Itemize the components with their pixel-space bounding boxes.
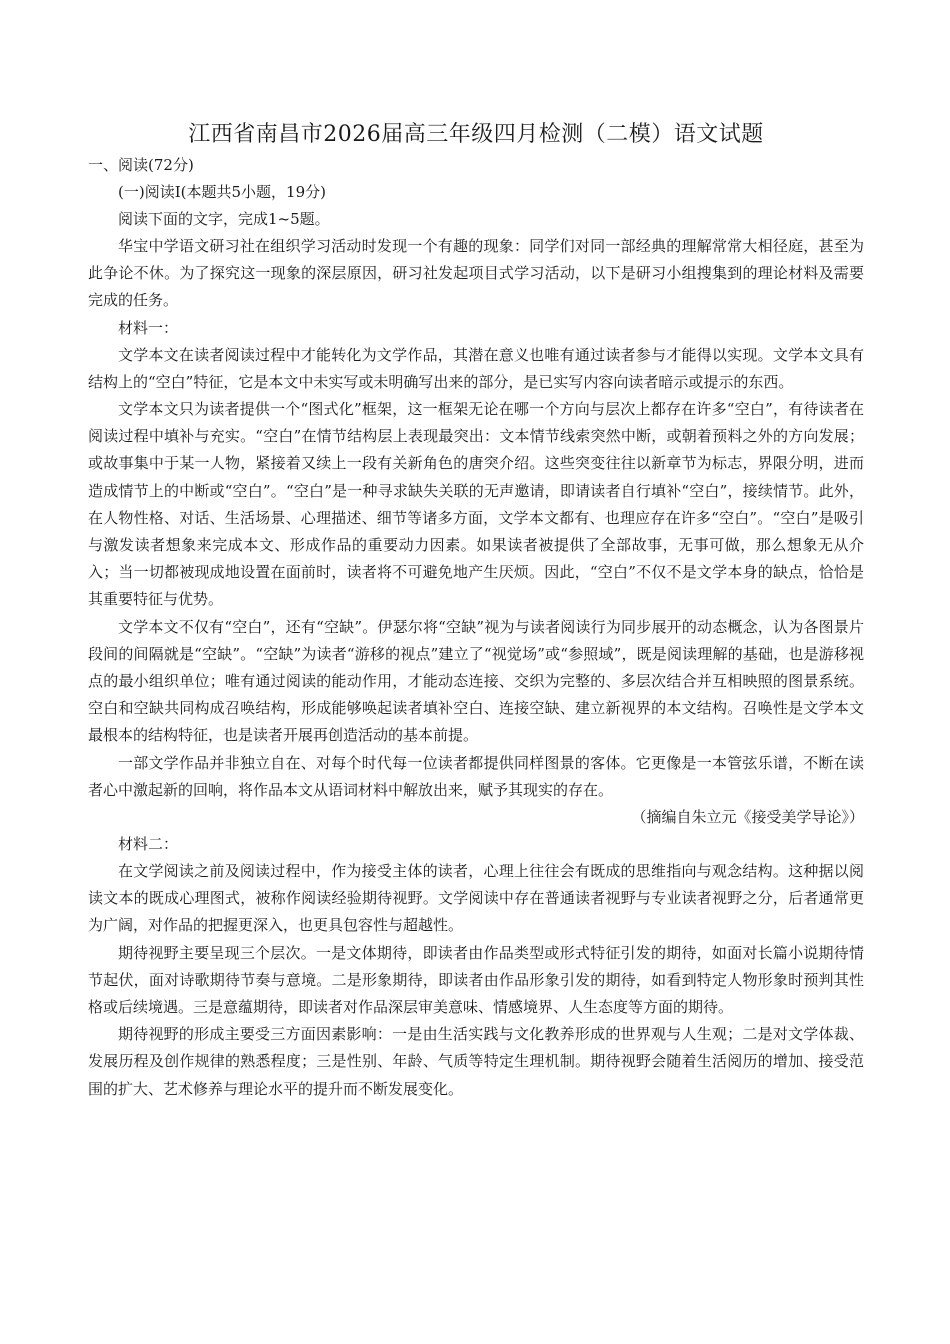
material2-paragraph: 期待视野主要呈现三个层次。一是文体期待，即读者由作品类型或形式特征引发的期待，如面对长篇小说期待情节起伏，面对诗歌期待节奏与意境。二是形象期待，即读者由作品形象引发的期待，如看到特定人物形象时预判其性格或后续境遇。三是意蕴期待，即读者对作品深层审美意味、情感境界、人生态度等方面的期待。 <box>88 943 864 1017</box>
material2-paragraph: 期待视野的形成主要受三方面因素影响：一是由生活实践与文化教养形成的世界观与人生观；二是对文学体裁、发展历程及创作规律的熟悉程度；三是性别、年龄、气质等特定生理机制。期待视野会随着生活阅历的增加、接受范围的扩大、艺术修养与理论水平的提升而不断发展变化。 <box>88 1025 864 1098</box>
instruction: 阅读下面的文字，完成1~5题。 <box>118 210 330 228</box>
material1-paragraph: 文学本文不仅有“空白”，还有“空缺”。伊瑟尔将“空缺”视为与读者阅读行为同步展开的动态概念，认为各图景片段间的间隔就是“空缺”。“空缺”为读者“游移的视点”建立了“视觉场”或“参照域”，既是阅读理解的基础，也是游移视点的最小组织单位；唯有通过阅读的能动作用，才能动态连接、交织为完整的、多层次结合并互相映照的图景系统。空白和空缺共同构成召唤结构，形成能够唤起读者填补空白、连接空缺、建立新视界的本文结构。召唤性是文学本文最根本的结构特征，也是读者开展再创造活动的基本前提。 <box>88 617 865 745</box>
material1-source: （摘编自朱立元《接受美学导论》） <box>631 808 864 827</box>
material1-label: 材料一： <box>118 318 179 337</box>
subsection-heading: (一)阅读Ⅰ(本题共5小题，19分) <box>118 183 326 201</box>
intro-paragraph: 华宝中学语文研习社在组织学习活动时发现一个有趣的现象：同学们对同一部经典的理解常常大相径庭，甚至为此争论不休。为了探究这一现象的深层原因，研习社发起项目式学习活动，以下是研习小组搜集到的理论材料及需要完成的任务。 <box>88 237 864 310</box>
material1-paragraph: 文学本文只为读者提供一个“图式化”框架，这一框架无论在哪一个方向与层次上都存在许多“空白”，有待读者在阅读过程中填补与充实。“空白”在情节结构层上表现最突出：文本情节线索突然中断，或朝着预料之外的方向发展；或故事集中于某一人物，紧接着又续上一段有关新角色的唐突介绍。这些突变往往以新章节为标志，界限分明，进而造成情节上的中断或“空白”。“空白”是一种寻求缺失关联的无声邀请，即请读者自行填补“空白”，接续情节。此外，在人物性格、对话、生活场景、心理描述、细节等诸多方面，文学本文都有、也理应存在许多“空白”。“空白”是吸引与激发读者想象来完成本文、形成作品的重要动力因素。如果读者被提供了全部故事，无事可做，那么想象无从介入；当一切都被现成地设置在面前时，读者将不可避免地产生厌烦。因此，“空白”不仅不是文学本身的缺点，恰恰是其重要特征与优势。 <box>88 400 864 609</box>
material1-paragraph: 一部文学作品并非独立自在、对每个时代每一位读者都提供同样图景的客体。它更像是一本管弦乐谱，不断在读者心中激起新的回响，将作品本文从语词材料中解放出来，赋予其现实的存在。 <box>88 753 864 799</box>
material1-paragraph: 文学本文在读者阅读过程中才能转化为文学作品，其潜在意义也唯有通过读者参与才能得以实现。文学本文具有结构上的“空白”特征，它是本文中未实写或未明确写出来的部分，是已实写内容向读者暗示或提示的东西。 <box>88 345 864 391</box>
exam-title: 江西省南昌市2026届高三年级四月检测（二模）语文试题 <box>188 122 764 147</box>
exam-page <box>88 118 864 1103</box>
material2-label: 材料二： <box>118 835 179 854</box>
material2-paragraph: 在文学阅读之前及阅读过程中，作为接受主体的读者，心理上往往会有既成的思维指向与观念结构。这种据以阅读文本的既成心理图式，被称作阅读经验期待视野。文学阅读中存在普通读者视野与专业读者视野之分，后者通常更为广阔，对作品的把握更深入，也更具包容性与超越性。 <box>88 862 864 935</box>
section-heading: 一、阅读(72分) <box>88 156 194 174</box>
